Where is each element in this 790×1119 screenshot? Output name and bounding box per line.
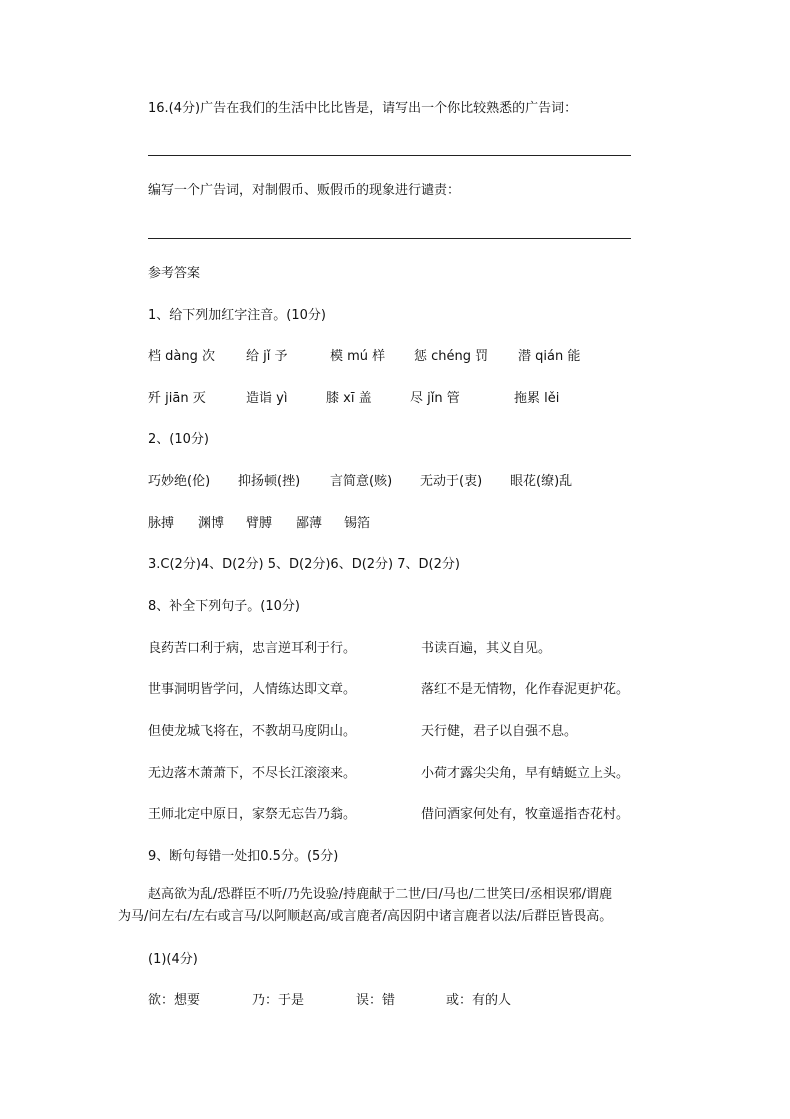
section-9-title: 9、断句每错一处扣0.5分。(5分) (148, 849, 339, 864)
idiom-item: 抑扬顿(挫) (238, 474, 301, 489)
word-item: 脉搏 (148, 516, 175, 531)
pinyin-item: 歼 jiān 灭 (148, 391, 206, 406)
punctuation-passage-line-1: 赵高欲为乱/恐群臣不听/乃先设验/持鹿献于二世/曰/马也/二世笑曰/丞相误邪/谓鹿 (148, 887, 613, 902)
definition-item: 误：错 (356, 993, 396, 1008)
pinyin-item: 惩 chéng 罚 (414, 349, 489, 364)
pinyin-item: 档 dàng 次 (148, 349, 215, 364)
q16-prompt: 16.(4分)广告在我们的生活中比比皆是，请写出一个你比较熟悉的广告词： (148, 101, 578, 116)
verse-left: 无边落木萧萧下，不尽长江滚滚来。 (148, 766, 357, 781)
verse-left: 但使龙城飞将在，不教胡马度阴山。 (148, 724, 357, 739)
definition-item: 乃：于是 (252, 993, 305, 1008)
verse-right: 天行健，君子以自强不息。 (421, 724, 578, 739)
section-1-title: 1、给下列加红字注音。(10分) (148, 308, 326, 323)
word-item: 渊博 (198, 516, 225, 531)
section-2-title: 2、(10分) (148, 432, 209, 447)
verse-right: 落红不是无情物，化作春泥更护花。 (421, 682, 630, 697)
verse-right: 借问酒家何处有，牧童遥指杏花村。 (421, 807, 630, 822)
section-3-7-answers: 3.C(2分)4、D(2分) 5、D(2分)6、D(2分) 7、D(2分) (148, 557, 460, 572)
pinyin-item: 尽 jǐn 管 (410, 391, 460, 406)
verse-right: 书读百遍，其义自见。 (421, 641, 552, 656)
idiom-item: 言简意(赅) (330, 474, 393, 489)
verse-left: 世事洞明皆学问，人情练达即文章。 (148, 682, 357, 697)
verse-left: 良药苦口利于病，忠言逆耳利于行。 (148, 641, 357, 656)
subquestion-1-label: (1)(4分) (148, 952, 198, 967)
pinyin-item: 拖累 lěi (514, 391, 560, 406)
pinyin-item: 潜 qián 能 (518, 349, 581, 364)
idiom-item: 无动于(衷) (420, 474, 483, 489)
definition-item: 或：有的人 (446, 993, 512, 1008)
punctuation-passage-line-2: 为马/问左右/左右或言马/以阿顺赵高/或言鹿者/高因阴中诸言鹿者以法/后群臣皆畏高。 (118, 909, 613, 924)
answer-blank-line[interactable] (148, 155, 631, 156)
definition-item: 欲：想要 (148, 993, 201, 1008)
section-8-title: 8、补全下列句子。(10分) (148, 599, 300, 614)
idiom-item: 巧妙绝(伦) (148, 474, 211, 489)
word-item: 锡箔 (344, 516, 371, 531)
pinyin-item: 造诣 yì (246, 391, 288, 406)
word-item: 臂膊 (246, 516, 273, 531)
idiom-item: 眼花(缭)乱 (510, 474, 573, 489)
pinyin-item: 模 mú 样 (330, 349, 386, 364)
answer-blank-line[interactable] (148, 238, 631, 239)
q16-prompt-2: 编写一个广告词，对制假币、贩假币的现象进行谴责： (148, 183, 461, 198)
answers-heading: 参考答案 (148, 266, 201, 281)
word-item: 鄙薄 (296, 516, 323, 531)
verse-right: 小荷才露尖尖角，早有蜻蜓立上头。 (421, 766, 630, 781)
pinyin-item: 给 jǐ 予 (246, 349, 288, 364)
verse-left: 王师北定中原日，家祭无忘告乃翁。 (148, 807, 357, 822)
pinyin-item: 膝 xī 盖 (326, 391, 372, 406)
